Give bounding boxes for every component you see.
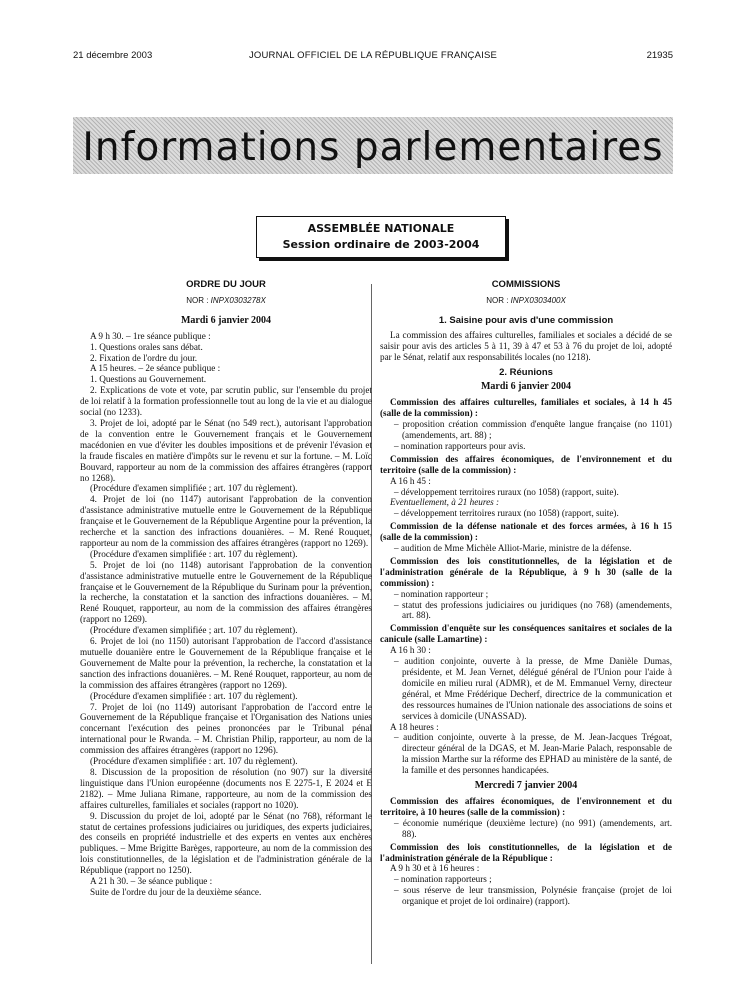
section-banner <box>73 117 673 174</box>
agenda-item: A 21 h 30. – 3e séance publique : <box>90 876 213 887</box>
running-header <box>73 50 673 64</box>
agenda-item: 3. Projet de loi, adopté par le Sénat (no 549 rect.), autorisant l'approbation de la convention entre le Gouvernement français et le Gouvernement macédonien en vue d'éviter les doubles impositions et de prévenir l'évasion et la fraude fiscales en matière d'impôts sur le revenu et sur la fortune. – M. Loïc Bouvard, rapporteur au nom de la commission des affaires étrangères (rapport no 1268). <box>80 417 372 483</box>
agenda-item: 6. Projet de loi (no 1150) autorisant l'approbation de l'accord d'assistance mutuelle douanière entre le Gouvernement de la République française et le Gouvernement de Malte pour la prévention, la recherche, la constatation et la sanction des infractions douanières. – M. René Rouquet, rapporteur, au nom de la commission des affaires étrangères (rapport no 1269). <box>80 636 372 690</box>
reunions-date-1: Mardi 6 janvier 2004 <box>480 381 572 393</box>
agenda-title: ORDRE DU JOUR <box>186 279 266 290</box>
commission-item: – audition conjointe, ouverte à la presse, de M. Jean-Jacques Trégoat, directeur général de la DGAS, et M. Jean-Marie Palach, responsable de la mission Marthe sur la réforme des EPHAD au ministère de la santé, de la famille et des personnes handicapées. <box>394 732 672 776</box>
commission-item: – développement territoires ruraux (no 1058) (rapport, suite). <box>394 486 619 497</box>
commissions-column <box>380 280 672 907</box>
agenda-item: A 15 heures. – 2e séance publique : <box>90 363 221 374</box>
agenda-column <box>80 280 372 898</box>
agenda-item: Suite de l'ordre du jour de la deuxième séance. <box>90 886 262 897</box>
agenda-item: (Procédure d'examen simplifiée ; art. 107 du règlement). <box>90 625 298 636</box>
agenda-item: 1. Questions au Gouvernement. <box>90 374 207 385</box>
session-time: A 18 heures : <box>390 721 439 732</box>
agenda-item: 9. Discussion du projet de loi, adopté par le Sénat (no 768), réformant le statut de certaines professions judiciaires ou juridiques, des experts judiciaires, des conseils en propriété industrielle et des experts en ventes aux enchères publiques. – Mme Brigitte Barèges, rapporteure, au nom de la commission des lois constitutionnelles, de la législation et de l'administration générale de la République (rapport no 1250). <box>80 810 372 876</box>
commission-heading: Commission des affaires économiques, de l'environnement et du territoire (salle de la commission) : <box>380 453 672 475</box>
reunions-date-2: Mercredi 7 janvier 2004 <box>474 780 578 792</box>
agenda-item: (Procédure d'examen simplifiée : art. 107 du règlement). <box>90 690 298 701</box>
journal-title: JOURNAL OFFICIEL DE LA RÉPUBLIQUE FRANÇAISE <box>248 50 498 61</box>
session-time: A 16 h 30 : <box>390 645 431 656</box>
commission-item: – économie numérique (deuxième lecture) (no 991) (amendements, art. 88). <box>394 817 672 839</box>
agenda-date: Mardi 6 janvier 2004 <box>180 314 272 326</box>
commission-item: – audition de Mme Michèle Alliot-Marie, ministre de la défense. <box>394 543 632 554</box>
agenda-item: (Procédure d'examen simplifiée : art. 107 du règlement). <box>90 756 298 767</box>
commissions-title: COMMISSIONS <box>491 279 561 290</box>
commission-item: – nomination rapporteur ; <box>394 588 489 599</box>
commission-item: – développement territoires ruraux (no 1058) (rapport, suite). <box>394 508 619 519</box>
agenda-nor-code: INPX0303278X <box>210 295 266 305</box>
commission-heading: Commission d'enquête sur les conséquences sanitaires et sociales de la canicule (salle Lamartine) : <box>380 623 672 645</box>
session-time: A 16 h 45 : <box>390 475 431 486</box>
agenda-item: 4. Projet de loi (no 1147) autorisant l'approbation de la convention d'assistance administrative mutuelle entre le Gouvernement de la République française et le Gouvernement de la République Argentine pour la prévention, la recherche et la sanction des infractions douanières. – M. René Rouquet, rapporteur au nom de la commission des affaires étrangères (rapport no 1269). <box>80 494 372 548</box>
agenda-nor: NOR : INPX0303278X <box>186 295 266 305</box>
agenda-item: 8. Discussion de la proposition de résolution (no 907) sur la diversité linguistique dans l'Union européenne (documents nos E 2275-1, E 2024 et E 2182). – Mme Juliana Rimane, rapporteure, au nom de la commission des affaires culturelles, familiales et sociales (rapport no 1020). <box>80 766 372 810</box>
commission-heading: Commission des lois constitutionnelles, de la législation et de l'administration générale de la République : <box>380 841 672 863</box>
saisine-title: 1. Saisine pour avis d'une commission <box>438 314 614 326</box>
issue-date: 21 décembre 2003 <box>73 50 153 61</box>
agenda-item: (Procédure d'examen simplifiée ; art. 107 du règlement). <box>90 483 298 494</box>
commission-item: – nomination rapporteurs pour avis. <box>394 440 526 451</box>
agenda-item: 2. Fixation de l'ordre du jour. <box>90 352 198 363</box>
agenda-item: 1. Questions orales sans débat. <box>90 341 203 352</box>
page-number: 21935 <box>646 50 673 61</box>
commission-heading: Commission de la défense nationale et des forces armées, à 16 h 15 (salle de la commission) : <box>380 521 672 543</box>
session-time: A 9 h 30 et à 16 heures : <box>390 863 480 874</box>
saisine-text: La commission des affaires culturelles, familiales et sociales a décidé de se saisir pour avis des articles 5 à 11, 39 à 47 et 53 à 76 du projet de loi, adopté par le Sénat, relatif aux responsabilités locales (no 1218). <box>380 329 672 362</box>
agenda-items <box>80 331 372 898</box>
commission-item: – statut des professions judiciaires ou juridiques (no 768) (amendements, art. 88). <box>394 599 672 621</box>
commissions-nor: NOR : INPX0303400X <box>486 295 566 305</box>
banner-title: Informations parlementaires <box>82 125 664 170</box>
commission-item: – nomination rapporteurs ; <box>394 874 492 885</box>
commissions-nor-code: INPX0303400X <box>510 295 566 305</box>
agenda-item: 5. Projet de loi (no 1148) autorisant l'approbation de la convention d'assistance administrative mutuelle entre le Gouvernement de la République française et le Gouvernement de la République du Surinam pour la prévention, la recherche, la constatation et la sanction des infractions douanières. – M. René Rouquet, rapporteur, au nom de la commission des affaires étrangères (rapport no 1269). <box>80 559 372 625</box>
reunions-title: 2. Réunions <box>499 367 553 379</box>
commission-heading: Commission des lois constitutionnelles, de la législation et de l'administration générale de la République, à 9 h 30 (salle de la commission) : <box>380 555 672 588</box>
agenda-item: 2. Explications de vote et vote, par scrutin public, sur l'ensemble du projet de loi relatif à la formation professionnelle tout au long de la vie et au dialogue social (no 1233). <box>80 385 372 418</box>
commission-heading: Commission des affaires culturelles, familiales et sociales, à 14 h 45 (salle de la commission) : <box>380 397 672 419</box>
assembly-box <box>256 216 506 258</box>
commission-heading: Commission des affaires économiques, de l'environnement et du territoire, à 10 heures (salle de la commission) : <box>380 795 672 817</box>
agenda-item: 7. Projet de loi (no 1149) autorisant l'approbation de l'accord entre le Gouvernement de la République française et l'Organisation des Nations unies concernant l'exécution des peines prononcées par le Tribunal pénal international pour le Rwanda. – M. Christian Philip, rapporteur, au nom de la commission des affaires étrangères (rapport no 1296). <box>80 701 372 756</box>
commission-item: – audition conjointe, ouverte à la presse, de Mme Danièle Dumas, présidente, et M. Jean Vernet, délégué général de l'Union pour l'aide à domicile en milieu rural (ADMR), et de M. Emmanuel Verny, directeur général, et Mme Frédérique Decherf, directrice de la communication et des ressources humaines de l'Union nationale des associations de soins et services à domicile (UNASSAD). <box>394 656 672 721</box>
agenda-item: A 9 h 30. – 1re séance publique : <box>90 330 211 341</box>
commission-item: – proposition création commission d'enquête langue française (no 1101) (amendements, art. 88) ; <box>394 419 672 440</box>
session-time: Eventuellement, à 21 heures : <box>390 497 500 508</box>
assembly-name: ASSEMBLÉE NATIONALE <box>307 222 455 235</box>
session-name: Session ordinaire de 2003-2004 <box>282 238 480 251</box>
commission-item: – sous réserve de leur transmission, Polynésie française (projet de loi organique et projet de loi ordinaire) (rapport). <box>394 885 672 907</box>
agenda-item: (Procédure d'examen simplifiée : art. 107 du règlement). <box>90 548 298 559</box>
